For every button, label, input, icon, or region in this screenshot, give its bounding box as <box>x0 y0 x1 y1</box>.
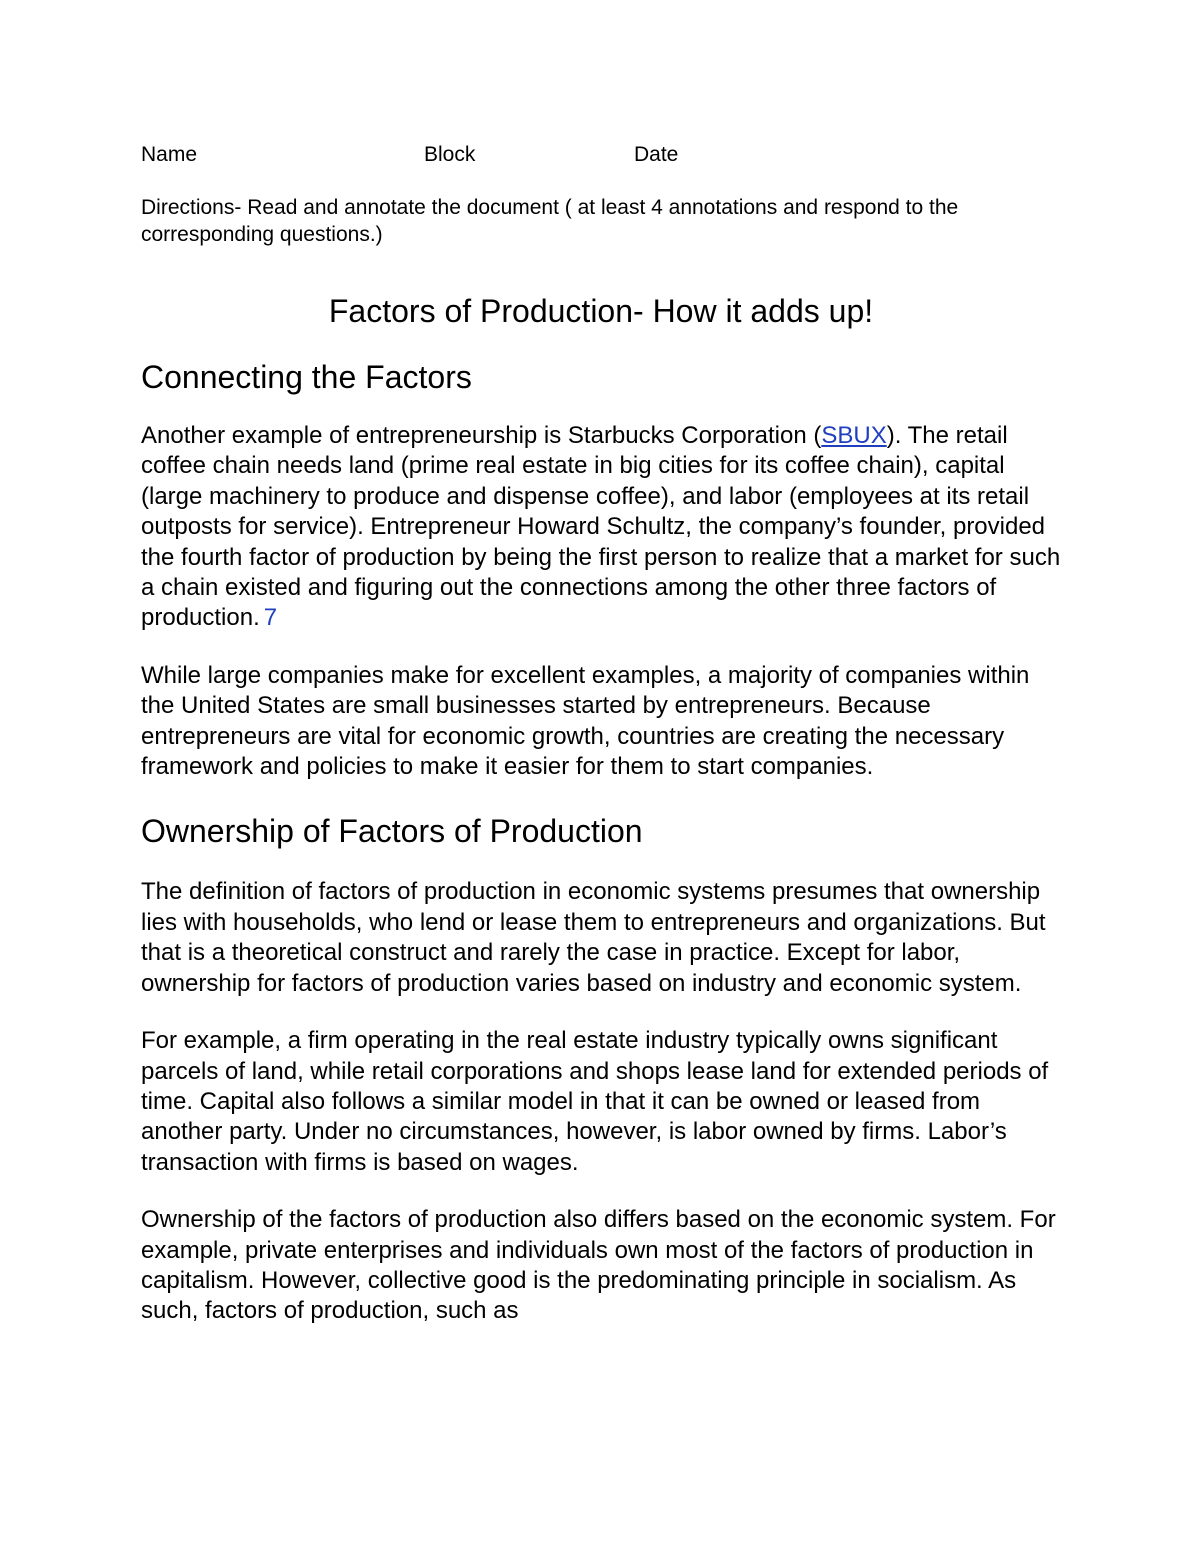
date-label: Date <box>634 143 679 166</box>
paragraph-text: ). The retail coffee chain needs land (prime real estate in big cities for its coffee chain), capital (large machinery to produce and dispense coffee), and labor (employees at its retail outposts for service). Entrepreneur Howard Schultz, the company’s founder, provided the fourth factor of production by being the first person to realize that a market for such a chain existed and figuring out the connections among the other three factors of production. <box>141 422 1061 632</box>
paragraph-starbucks <box>141 421 1061 634</box>
block-label: Block <box>424 143 476 166</box>
footnote-link[interactable]: 7 <box>263 604 278 632</box>
sbux-link[interactable]: SBUX <box>821 422 887 449</box>
document-page <box>141 140 1061 1327</box>
section-heading-ownership: Ownership of Factors of Production <box>141 813 643 850</box>
directions-text: Directions- Read and annotate the document ( at least 4 annotations and respond to the corresponding questions.) <box>141 196 959 246</box>
name-label: Name <box>141 143 198 166</box>
paragraph-economic-system: Ownership of the factors of production also differs based on the economic system. For example, private enterprises and individuals own most of the factors of production in capitalism. However, collective good is the predominating principle in socialism. As such, factors of production, such as <box>141 1206 1056 1325</box>
paragraph-small-businesses: While large companies make for excellent examples, a majority of companies within the United States are small businesses started by entrepreneurs. Because entrepreneurs are vital for economic growth, countries are creating the necessary framework and policies to make it easier for them to start companies. <box>141 661 1030 781</box>
paragraph-text: Another example of entrepreneurship is Starbucks Corporation ( <box>141 422 822 449</box>
section-heading-connecting: Connecting the Factors <box>141 359 472 395</box>
document-title: Factors of Production- How it adds up! <box>328 293 874 329</box>
paragraph-definition: The definition of factors of production in economic systems presumes that ownership lies with households, who lend or lease them to entrepreneurs and organizations. But that is a theoretical construct and rarely the case in practice. Except for labor, ownership for factors of production varies based on industry and economic system. <box>141 878 1046 997</box>
student-info-header <box>141 140 1061 170</box>
paragraph-real-estate-example: For example, a firm operating in the real estate industry typically owns significant parcels of land, while retail corporations and shops lease land for extended periods of time. Capital also follows a similar model in that it can be owned or leased from another party. Under no circumstances, however, is labor owned by firms. Labor’s transaction with firms is based on wages. <box>141 1027 1049 1176</box>
